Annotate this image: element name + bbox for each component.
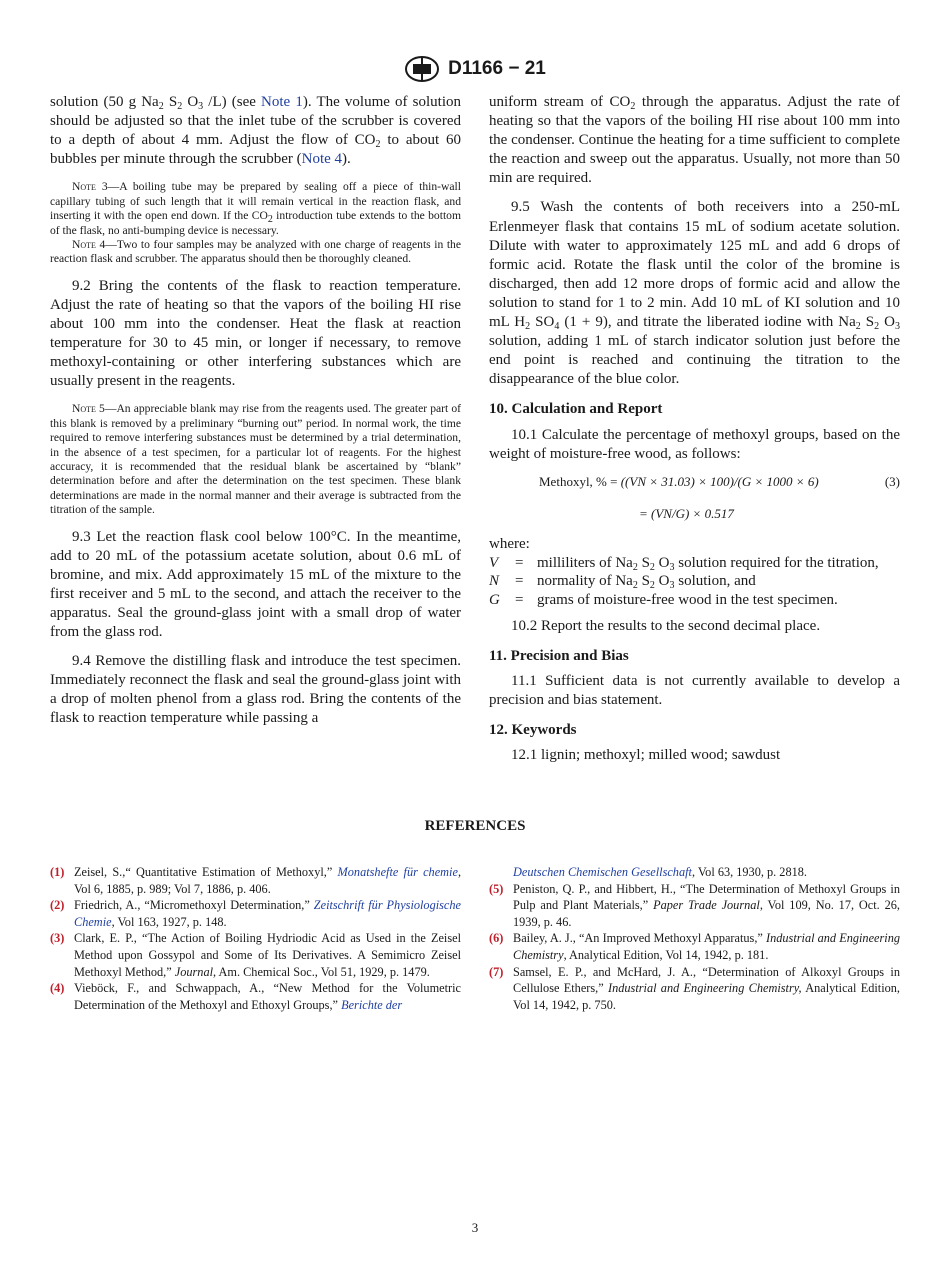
note-3: Note 3—A boiling tube may be prepared by sealing off a piece of thin-wall capillary tubing of such length that it will remain vertical in the reaction flask, and inserting it with the open end down. If the $CO_2$ introduction tube extends to the bottom of the flask, no anti-bumping device is necessary. <box>50 180 462 237</box>
paragraph-11-1: 11.1 Sufficient data is not currently available to develop a precision and bias statement. <box>489 673 900 709</box>
reference-6: (6) Bailey, A. J., “An Improved Methoxyl Apparatus,” Industrial and Engineering Chemistry, Analytical Edition, Vol 14, 1942, p. 181. <box>489 931 900 962</box>
reference-link[interactable]: Monatshefte für chemie <box>337 865 458 879</box>
page-number: 3 <box>471 1220 479 1235</box>
reference-link[interactable]: Deutschen Chemischen Gesellschaft <box>513 865 692 879</box>
designation: D1166 − 21 <box>448 58 546 79</box>
reference-link[interactable]: Zeitschrift für Physiologische Chemie <box>74 898 461 929</box>
paragraph-9-4: 9.4 Remove the distilling flask and introduce the test specimen. Immediately reconnect the flask and seal the ground-glass joint with a drop of molten phenol from a glass rod. Bring the contents of the flask to reaction temperature while passing a <box>50 653 461 727</box>
section-10-heading: 10. Calculation and Report <box>489 401 663 418</box>
references-heading: REFERENCES <box>424 818 526 834</box>
paragraph-10-2: 10.2 Report the results to the second decimal place. <box>511 617 821 634</box>
section-12-heading: 12. Keywords <box>489 722 577 739</box>
equation-methoxyl: Methoxyl, % = ((VN × 31.03) × 100)/(G × 1000 × 6) (3) <box>489 472 900 491</box>
equation-simplified: = (VN/G) × 0.517 <box>639 505 734 521</box>
reference-4: (4) Vieböck, F., and Schwappach, A., “New Method for the Volumetric Determination of the Methoxyl and Ethoxyl Groups,” Berichte der <box>50 981 461 1012</box>
reference-3: (3) Clark, E. P., “The Action of Boiling Hydriodic Acid as Used in the Zeisel Method upon Gossypol and Some of Its Derivatives. A Semimicro Zeisel Methoxyl Method,” Journal, Am. Chemical Soc., Vol 51, 1929, p. 1479. <box>50 931 461 979</box>
paragraph-9-2: 9.2 Bring the contents of the flask to reaction temperature. Adjust the rate of heating so that the vapors of the boiling HI rise about 100 mm into the condenser. Heat the flask at reaction temperature for 30 to 45 min, or longer if necessary, to remove methoxyl-containing or other interfering substances which are usually present in the reagents. <box>50 277 461 390</box>
paragraph-10-1: 10.1 Calculate the percentage of methoxyl groups, based on the weight of moisture-free wood, as follows: <box>489 426 900 462</box>
reference-4-continued: Deutschen Chemischen Gesellschaft, Vol 63, 1930, p. 2818. <box>513 865 807 879</box>
note-1-link[interactable]: Note 1 <box>261 94 303 110</box>
left-column <box>50 93 461 729</box>
note-5: Note 5—An appreciable blank may rise from the reagents used. The greater part of this blank is removed by a preliminary “burning out” period. In normal work, the time required to remove interfering substances must be determined by a trial determination, in the absence of a test specimen, for a particular lot of reagents. For the highest accuracy, it is recommended that the residual blank be ascertained by “blank” determination before and after the determination on the test specimen. These blank determinations are made in the normal manner and their average is subtracted from the titration of the sample. <box>50 402 462 517</box>
where-label: where: <box>489 535 530 552</box>
reference-1: (1) Zeisel, S.,“ Quantitative Estimation of Methoxyl,” Monatshefte für chemie, Vol 6, 1885, p. 989; Vol 7, 1886, p. 406. <box>50 865 462 896</box>
reference-5: (5) Peniston, Q. P., and Hibbert, H., “The Determination of Methoxyl Groups in Pulp and Plant Materials,” Paper Trade Journal, Vol 109, No. 17, Oct. 26, 1939, p. 46. <box>489 881 900 929</box>
astm-logo-icon <box>404 55 440 83</box>
paragraph-9-3: 9.3 Let the reaction flask cool below 100°C. In the meantime, add to 20 mL of the potassium acetate solution, about 0.6 mL of bromine, and mix. Add approximately 15 mL of the mixture to the first receiver and 5 mL to the second, and attach the receiver to the apparatus. Seal the ground-glass joint with a small drop of water from the glass rod. <box>50 528 461 641</box>
references-right <box>489 864 900 1013</box>
references-left <box>50 864 461 1013</box>
equation-number: (3) <box>884 473 900 489</box>
right-column <box>489 93 900 765</box>
note-4: Note 4—Two to four samples may be analyzed with one charge of reagents in the reaction flask and scrubber. The apparatus should then be thoroughly cleaned. <box>50 238 461 266</box>
variable-definitions: V = milliliters of $Na_2$ $S_2$ $O_3$ solution required for the titration, N = normality of $Na_2$ $S_2$ $O_3$ solution, and G = grams of moisture-free wood in the test specimen. <box>489 554 879 608</box>
page-header <box>0 55 950 88</box>
reference-7: (7) Samsel, E. P., and McHard, J. A., “Determination of Alkoxyl Groups in Cellulose Ethers,” Industrial and Engineering Chemistry, Analytical Edition, Vol 14, 1942, p. 750. <box>489 964 901 1012</box>
reference-link[interactable]: Berichte der <box>341 997 403 1012</box>
note-4-link[interactable]: Note 4 <box>301 151 343 168</box>
section-11-heading: 11. Precision and Bias <box>489 647 629 664</box>
paragraph-solution: solution (50 g $Na_2$ $S_2$ $O_3$ /L) (see Note 1). The volume of solution should be adjusted so that the inlet tube of the scrubber is covered to a depth of about 4 mm. Adjust the flow of $CO_2$ to about 60 bubbles per minute through the scrubber (Note 4). <box>50 94 461 168</box>
paragraph-9-5: 9.5 Wash the contents of both receivers into a 250-mL Erlenmeyer flask that contains 15 mL of sodium acetate solution. Dilute with water to approximately 125 mL and add 6 drops of formic acid. Rotate the flask until the color of the bromine is discharged, then add 12 more drops of formic acid and allow the solution to stand for 1 to 2 min. Add 10 mL of KI solution and 10 mL $H_2$ $SO_4$ (1 + 9), and titrate the liberated iodine with $Na_2$ $S_2$ $O_3$ solution, adding 1 mL of starch indicator solution just before the end point is reached and continuing the titration to the disappearance of the blue color. <box>489 199 900 388</box>
paragraph-12-1: 12.1 lignin; methoxyl; milled wood; sawdust <box>511 747 781 764</box>
paragraph-continued: uniform stream of $CO_2$ through the apparatus. Adjust the rate of heating so that the vapors of the boiling HI rise about 100 mm into the condenser. Continue the heating for a time sufficient to complete the reaction and sweep out the apparatus. Usually, not more than 50 min are required. <box>489 94 901 187</box>
reference-2: (2) Friedrich, A., “Micromethoxyl Determination,” Zeitschrift für Physiologische Chemie, Vol 163, 1927, p. 148. <box>50 898 461 929</box>
